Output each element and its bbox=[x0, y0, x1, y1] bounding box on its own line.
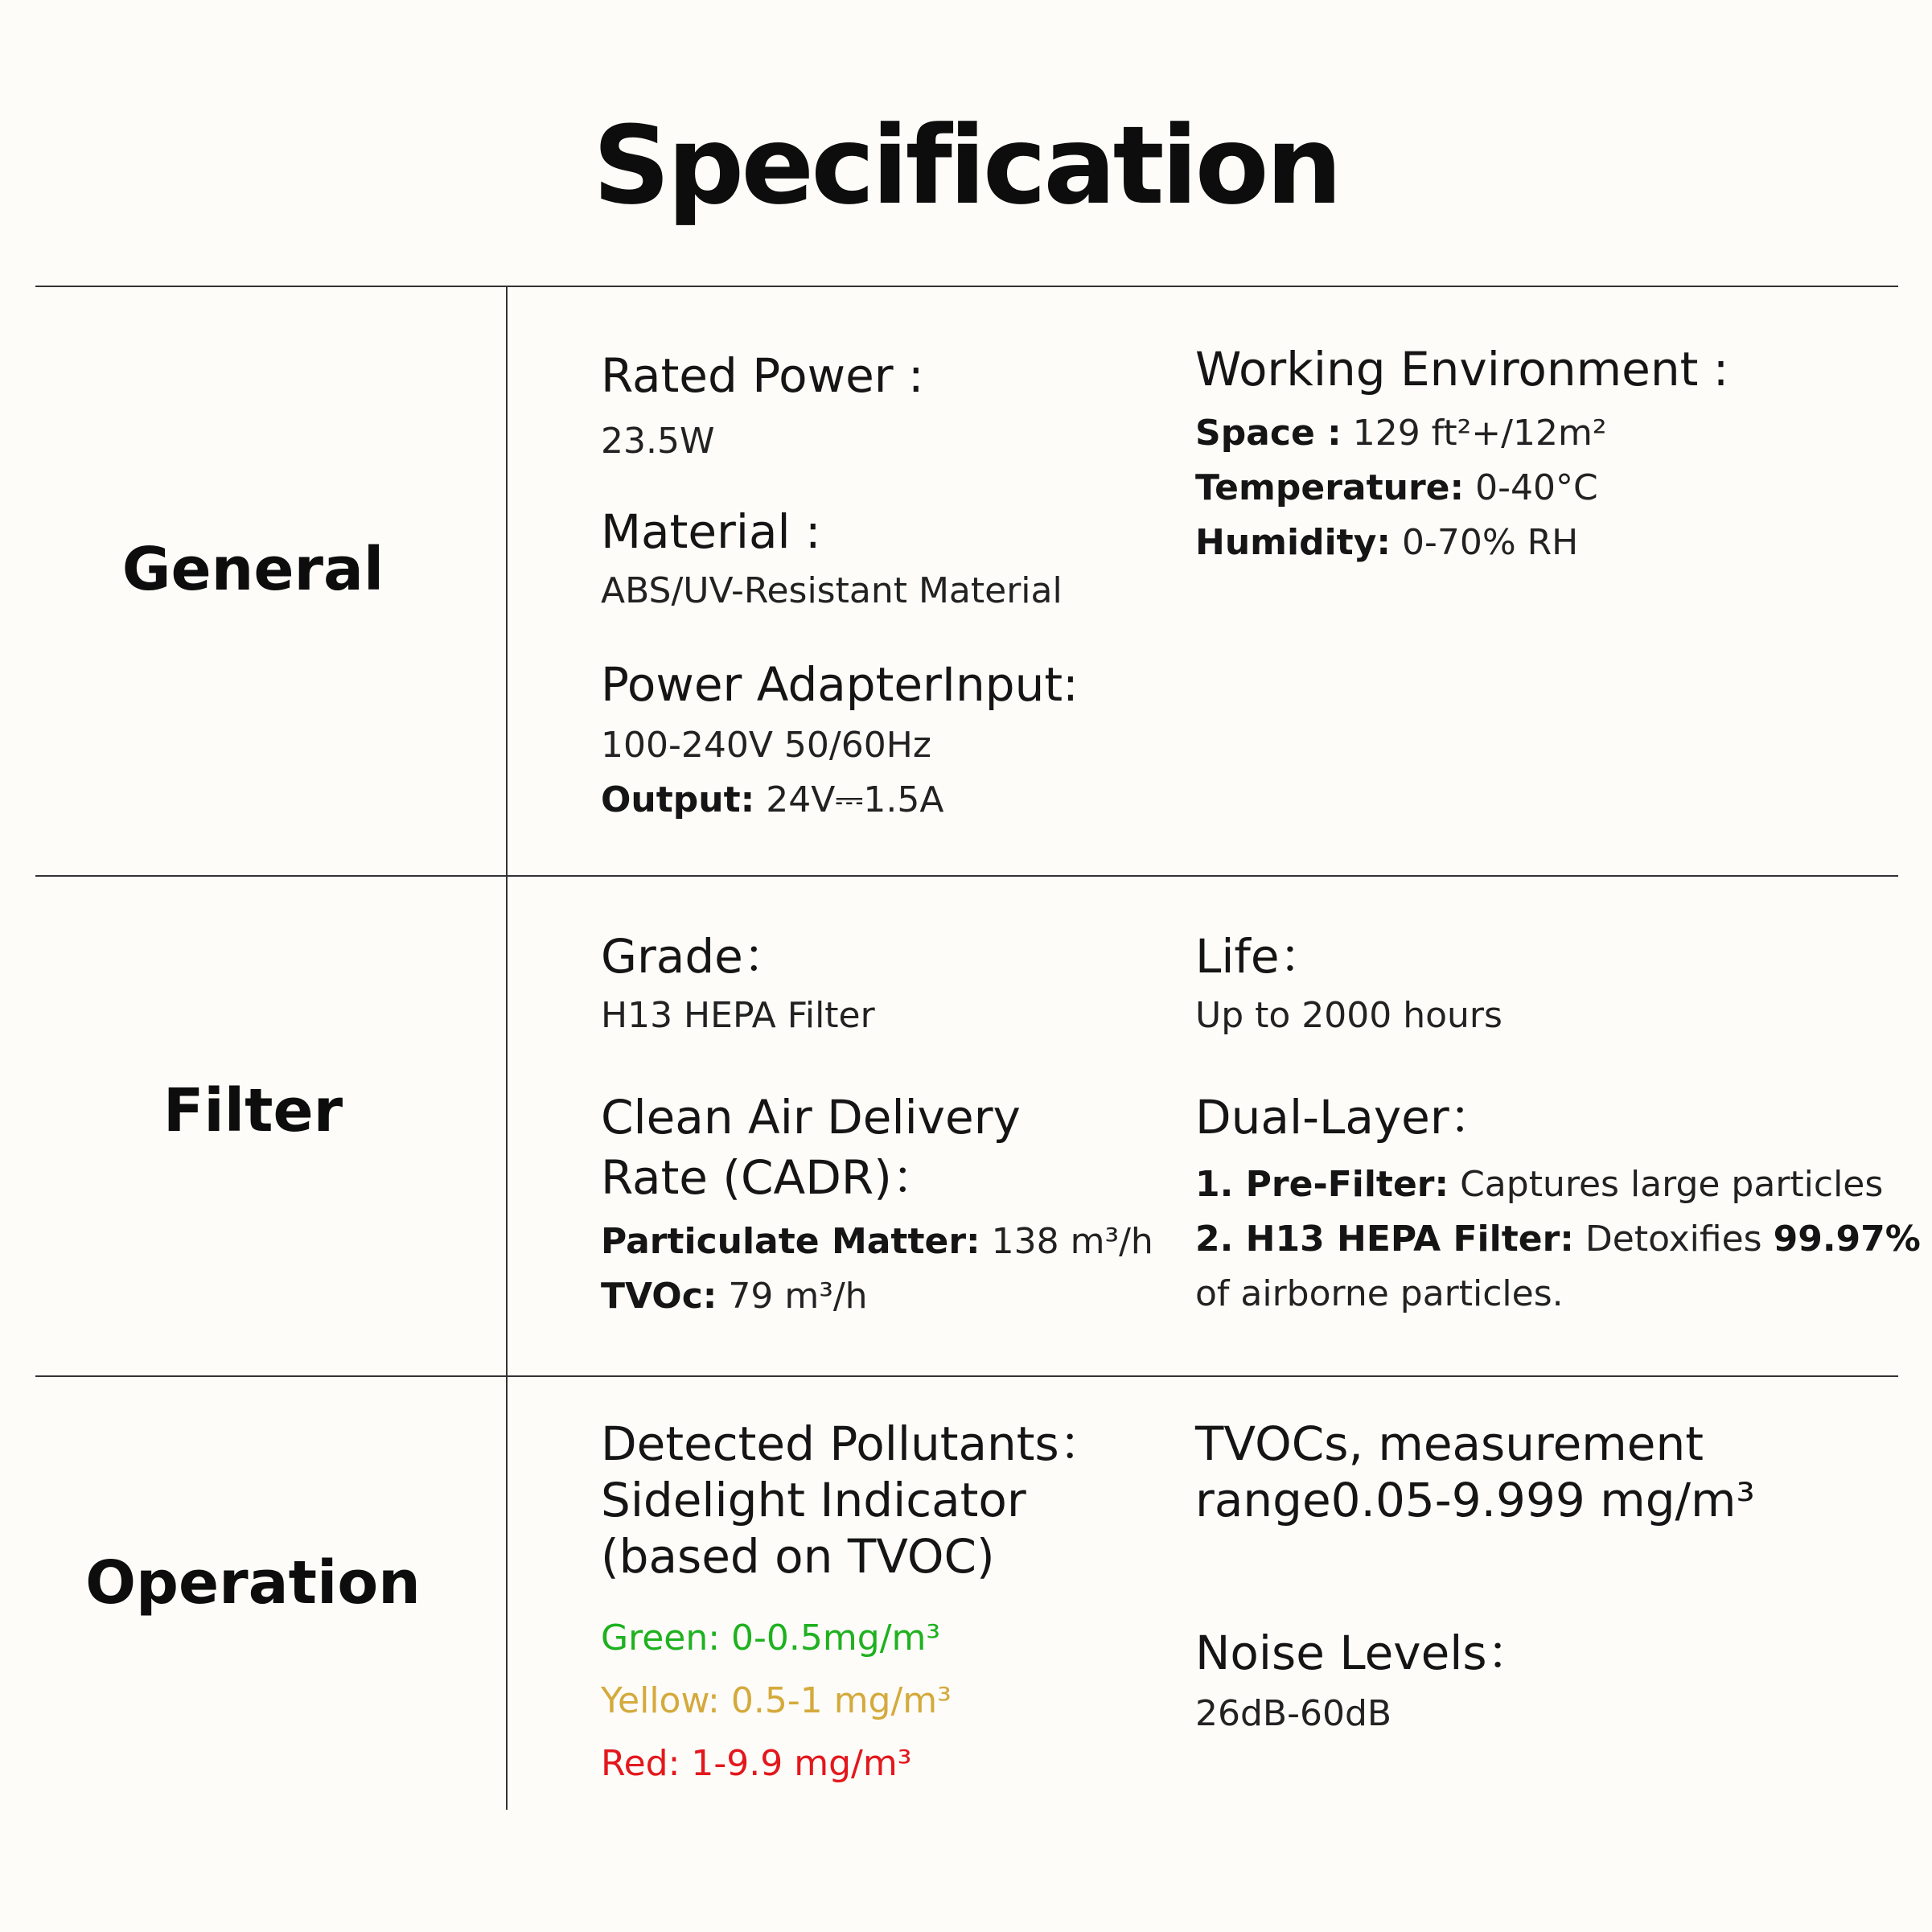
pre-filter-value: Captures large particles bbox=[1449, 1164, 1884, 1205]
working-environment-heading: Working Environment : bbox=[1195, 342, 1729, 397]
dual-layer-item2 bbox=[1195, 1212, 1921, 1267]
divider-vertical bbox=[506, 286, 508, 1810]
grade-block bbox=[601, 927, 875, 1043]
grade-value: H13 HEPA Filter bbox=[601, 995, 875, 1036]
material-heading: Material : bbox=[601, 504, 821, 559]
tvocs-block bbox=[1195, 1416, 1755, 1528]
pollutants-line3: (based on TVOC) bbox=[601, 1529, 995, 1584]
section-label-general: General bbox=[121, 535, 384, 604]
cadr-tvoc-label: TVOc: bbox=[601, 1276, 717, 1317]
cadr-pm-row bbox=[601, 1215, 1153, 1269]
space-row bbox=[1195, 406, 1729, 461]
cadr-heading-line1: Clean Air Delivery bbox=[601, 1090, 1021, 1145]
space-value: 129 ft²+/12m² bbox=[1341, 413, 1607, 454]
humidity-label: Humidity: bbox=[1195, 522, 1391, 563]
rated-power-block bbox=[601, 346, 924, 469]
power-adapter-block bbox=[601, 655, 1079, 828]
dual-layer-heading: Dual-Layer： bbox=[1195, 1090, 1496, 1145]
noise-value: 26dB-60dB bbox=[1195, 1693, 1392, 1734]
life-heading: Life： bbox=[1195, 929, 1326, 984]
cadr-heading-line2: Rate (CADR)： bbox=[601, 1150, 939, 1205]
space-label: Space : bbox=[1195, 413, 1342, 454]
noise-heading: Noise Levels： bbox=[1195, 1626, 1534, 1680]
grade-heading: Grade： bbox=[601, 929, 790, 984]
pollutants-block bbox=[601, 1416, 1106, 1795]
indicator-yellow: Yellow: 0.5-1 mg/m³ bbox=[601, 1680, 952, 1721]
cadr-pm-value: 138 m³/h bbox=[980, 1221, 1153, 1262]
power-adapter-input: 100-240V 50/60Hz bbox=[601, 725, 931, 766]
temperature-label: Temperature: bbox=[1195, 467, 1465, 508]
tvocs-line2: range0.05-9.999 mg/m³ bbox=[1195, 1473, 1755, 1527]
power-adapter-heading: Power AdapterInput: bbox=[601, 657, 1079, 712]
section-label-operation: Operation bbox=[85, 1548, 421, 1618]
indicator-red: Red: 1-9.9 mg/m³ bbox=[601, 1743, 912, 1784]
life-value: Up to 2000 hours bbox=[1195, 995, 1502, 1036]
material-block bbox=[601, 502, 1063, 619]
divider-top bbox=[35, 286, 1898, 287]
humidity-row bbox=[1195, 516, 1729, 570]
working-environment-block bbox=[1195, 339, 1729, 570]
hepa-filter-value: Detoxifies bbox=[1573, 1219, 1774, 1260]
cadr-pm-label: Particulate Matter: bbox=[601, 1221, 980, 1262]
humidity-value: 0-70% RH bbox=[1390, 522, 1579, 563]
cadr-block bbox=[601, 1087, 1153, 1324]
temperature-value: 0-40°C bbox=[1464, 467, 1598, 508]
rated-power-heading: Rated Power : bbox=[601, 348, 924, 403]
divider-general-filter bbox=[35, 875, 1898, 877]
temperature-row bbox=[1195, 461, 1729, 516]
page-title: Specification bbox=[592, 103, 1340, 228]
indicator-green: Green: 0-0.5mg/m³ bbox=[601, 1618, 941, 1659]
cadr-tvoc-value: 79 m³/h bbox=[717, 1276, 868, 1317]
pollutants-line1: Detected Pollutants： bbox=[601, 1416, 1106, 1471]
dual-layer-item2-tail: of airborne particles. bbox=[1195, 1273, 1564, 1314]
hepa-filter-percent: 99.97% bbox=[1773, 1219, 1921, 1260]
pollutants-line2: Sidelight Indicator bbox=[601, 1473, 1026, 1527]
material-value: ABS/UV-Resistant Material bbox=[601, 570, 1063, 611]
dual-layer-block bbox=[1195, 1087, 1921, 1322]
cadr-tvoc-row bbox=[601, 1269, 1153, 1324]
divider-filter-operation bbox=[35, 1375, 1898, 1377]
tvocs-line1: TVOCs, measurement bbox=[1195, 1416, 1704, 1471]
rated-power-value: 23.5W bbox=[601, 421, 715, 462]
dual-layer-item1 bbox=[1195, 1157, 1921, 1212]
output-value: 24V⎓1.5A bbox=[754, 779, 944, 820]
power-adapter-output bbox=[601, 773, 1079, 828]
life-block bbox=[1195, 927, 1502, 1043]
pre-filter-label: 1. Pre-Filter: bbox=[1195, 1164, 1449, 1205]
hepa-filter-label: 2. H13 HEPA Filter: bbox=[1195, 1219, 1574, 1260]
section-label-filter: Filter bbox=[162, 1076, 343, 1145]
output-label: Output: bbox=[601, 779, 755, 820]
noise-block bbox=[1195, 1623, 1534, 1741]
